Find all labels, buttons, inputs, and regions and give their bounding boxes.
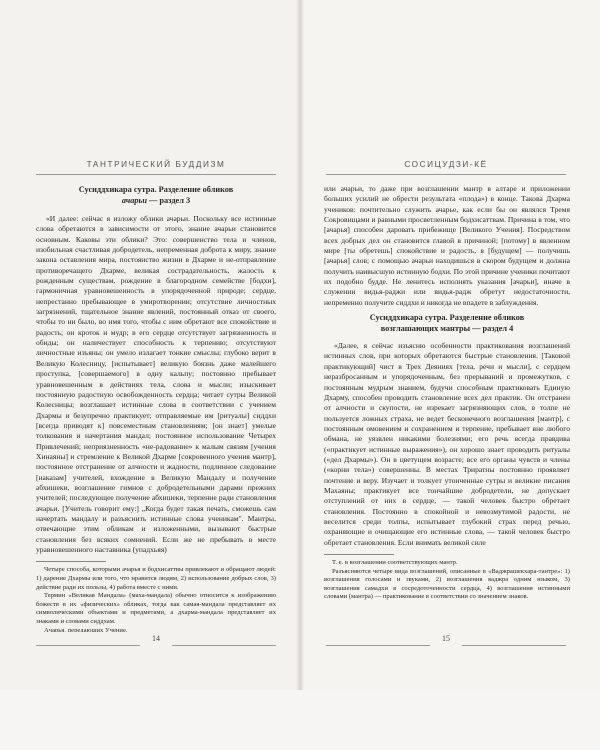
header-rule-left [36, 174, 276, 175]
footnote: Ачарья, передающих Учение. [44, 626, 128, 632]
footnote: Четыре способа, которыми ачарья и бодхисаттвы привлекают и обращают людей: 1) дарение Дхармы или того, что нравится людям, 2) использование добрых слов, 3) действие ради их пользы, 4) работа вместе с ними. [36, 566, 276, 591]
right-page [300, 0, 600, 750]
running-head-left: ТАНТРИЧЕСКИЙ БУДДИЗМ [86, 160, 226, 169]
footnote-separator [36, 561, 106, 562]
body-paragraph: «И далее: сейчас я изложу облики ачарьи. Поскольку все истинные слова обретаются в зависимости от этого, знание ачарьи становится основным. Каковы эти облики? Это: совершенство тела и членов, изобильная счастливая добродетель, непременная доброта к миру, знание закона оставления мира, постоянство жизни в Дхарме и не-отправление противоречащего Дхарме, великая сострадательность, жалость к рожденным существам, рождение в благородном семействе [бодхи], гармоничная уравновешенность в упорядоченной природе; сердце, непрестанно пребывающее в умиротворении; отсутствие личностных загрязнений, тщательное знание явлений, постоянный отказ от своего, чтобы то ни было, во имя того, чтобы с ним обретают все спокойствие и радость; он кроток и мудр; в его сердце отсутствует загрязненность и обиды; он наличествует способность к терпению; отсутствуют личностные изъяны; он умело излагает тонкие смыслы; глубоко верит в Великую Колесницу, [испытывает] великую боязнь даже малейшего проступка, [совершаемого] в одну кальпу; постоянно пребывает уравновешенным в действиях тела, слова и мысли; изыскивает постоянную радостную освобожденность сердца; читает сутры Великой Колесницы; возглашает истинные слова в соответствии с учением Дхармы и безупречно практикует; отправляемые им [ритуалы] сиддхи [всегда приводят к] повсеместным становлениям; [он знает] умелые толкования и начертания мандал; постоянное использование Четырех Привлечений; неприязненность «не-радование» к малым связям [учения Хинаяны] и стремление к Великой Дхарме [сокровенного учения мантр], постоянное отстранение от алчности и жадности, подлинное следование [наказам] учителей, вхождение в Великую Мандалу и получение абхишеки, возглашение гимнов с добродетельными дарами прежних учителей; последующее получение абхишеки, терпение ради становления ачарьи. [Учитель говорит ему:] „Когда будет такая печать, сможешь сам начертать мандалу и разъяснить истинные слова ученикам". Мантры, отвечающие этим обликам и изложенными, вызывают быстрые становления без всяких сомнений. Если же не пребывать в месте уравновешенного наставника (упадхьяя) [36, 214, 276, 554]
heading-line1: Сусиддхикара сутра. Разделение обликов [369, 313, 525, 323]
body-paragraph-continued: или ачарьи, то даже при возглашении мантр в алтаре и приложении больших усилий не обрести результата «плода») в конце. Такова Дхарма учеников: почтительно служить ачарье, как если бы он являлся Тремя Сокровищами и равными просветленным бодхисаттвам. Причина в том, что [ачарья] способен даровать прибежище [Великого Учения]. Посредством всех добрых дел он становится главой в причиной; [потому] в явленном мире [ты обретешь] спокойствие и радость, в [будущем] — получишь [ачарья] слов; с помощью ачарьи находишься в скором будущем и должна получить наивысшую истинную бодхи. По этой причине ученики почитают их подобно будде. Не ленитесь исполнять указания [ачарьи], иначе в служении видья-раджи или видья-радж обретут недостаточности, непременно получите сиддхи и никогда не впадете в заблуждения. [324, 184, 570, 307]
footnotes-right [324, 559, 570, 602]
section-heading-left [36, 185, 276, 206]
right-page-text [324, 184, 570, 602]
body-paragraph: «Далее, я сейчас изъясню особенности практикования возглашений истинных слов, при которых обретаются быстрые становления. [Таковой практикующий] чист в Трех Деяниях [тела, речи и мысли], с сердцем неразбросанным и упорядоченным, без прерываний и промежутков, с постоянным мудрым знанием, будучи способным практиковать Единую Дхарму, способен проводить становление всех дел практик. Он отстранен от алчности и скупости, не изрекает загрязняющих слов, в толпе не пользуется ложных страха, не ведет бесконечного возглашения [мантр], с постоянным омовением и сохранением и терпение, пребывает вне любого обмана, не уязвлен никакими болезнями; его речь всегда правдива («практикует истинные выражения»), он хорошо знает проводить ритуалы («дел Дхармы»). Он в цветущем возрасте; все его органы чувств и члены («корни тела») совершенны. В местах Триратны постоянно проявляет почтение и веру. Изучает и толкует утонченные сутры и великие писания Махаяны; практикует все тончайшие добродетели, не допускает отступлений от них в сердце, — такой человек быстро обретает становления. Постоянно в спокойной и невозмутимой радости, не веселится среди толпы, испытывает глубокий страх перед речью, охраняющие и очищающие его истинные слова, — такой человек быстро обретает становления. Если внимать великой силе [324, 341, 570, 547]
book-gutter [296, 0, 304, 750]
folio-rule [36, 645, 140, 646]
section-heading-right [324, 313, 570, 334]
heading-line1: Сусиддхикара сутра. Разделение обликов [78, 185, 234, 194]
left-page-text [36, 184, 276, 632]
folio-rule [326, 645, 430, 646]
heading-italic-word: ачарьи [121, 195, 147, 205]
footnote-separator [324, 554, 394, 555]
footnote: Т. е. в возглашении соответствующих мантр. [332, 559, 458, 566]
running-head-right: СОСИЦУДЗИ-КЁ [404, 160, 488, 169]
page-number-right: 15 [442, 634, 450, 643]
footnote: Термин «Великая Мандала» (маха-мандала) обычно относится к изображению божеств в их «физических» обликах, тогда как самая-мандала представляет их символическими объектами и предметами, а дхарма-мандала представляет их знаками и словами сиддхам. [36, 592, 276, 625]
folio-rule [462, 645, 566, 646]
folio-rule [172, 645, 276, 646]
heading-line2: возглашающих мантры — раздел 4 [380, 323, 514, 333]
bottom-margin [0, 690, 600, 750]
header-rule-right [326, 174, 566, 175]
footnote: Разъясняются четыре вида возглашений, описанные в «Ваджрашекхара-тантре»: 1) возглашения голосами и звуками, 2) возглашения ваджра одним языком, 3) возглашения самадхи в сосредоточенности сердца, 4) возглашения истинными словами (мантра) — практикование в соответствии со значением знаков. [324, 567, 570, 601]
heading-suffix: — раздел 3 [146, 195, 191, 205]
footnotes-left [36, 566, 276, 632]
page-number-left: 14 [152, 634, 160, 643]
